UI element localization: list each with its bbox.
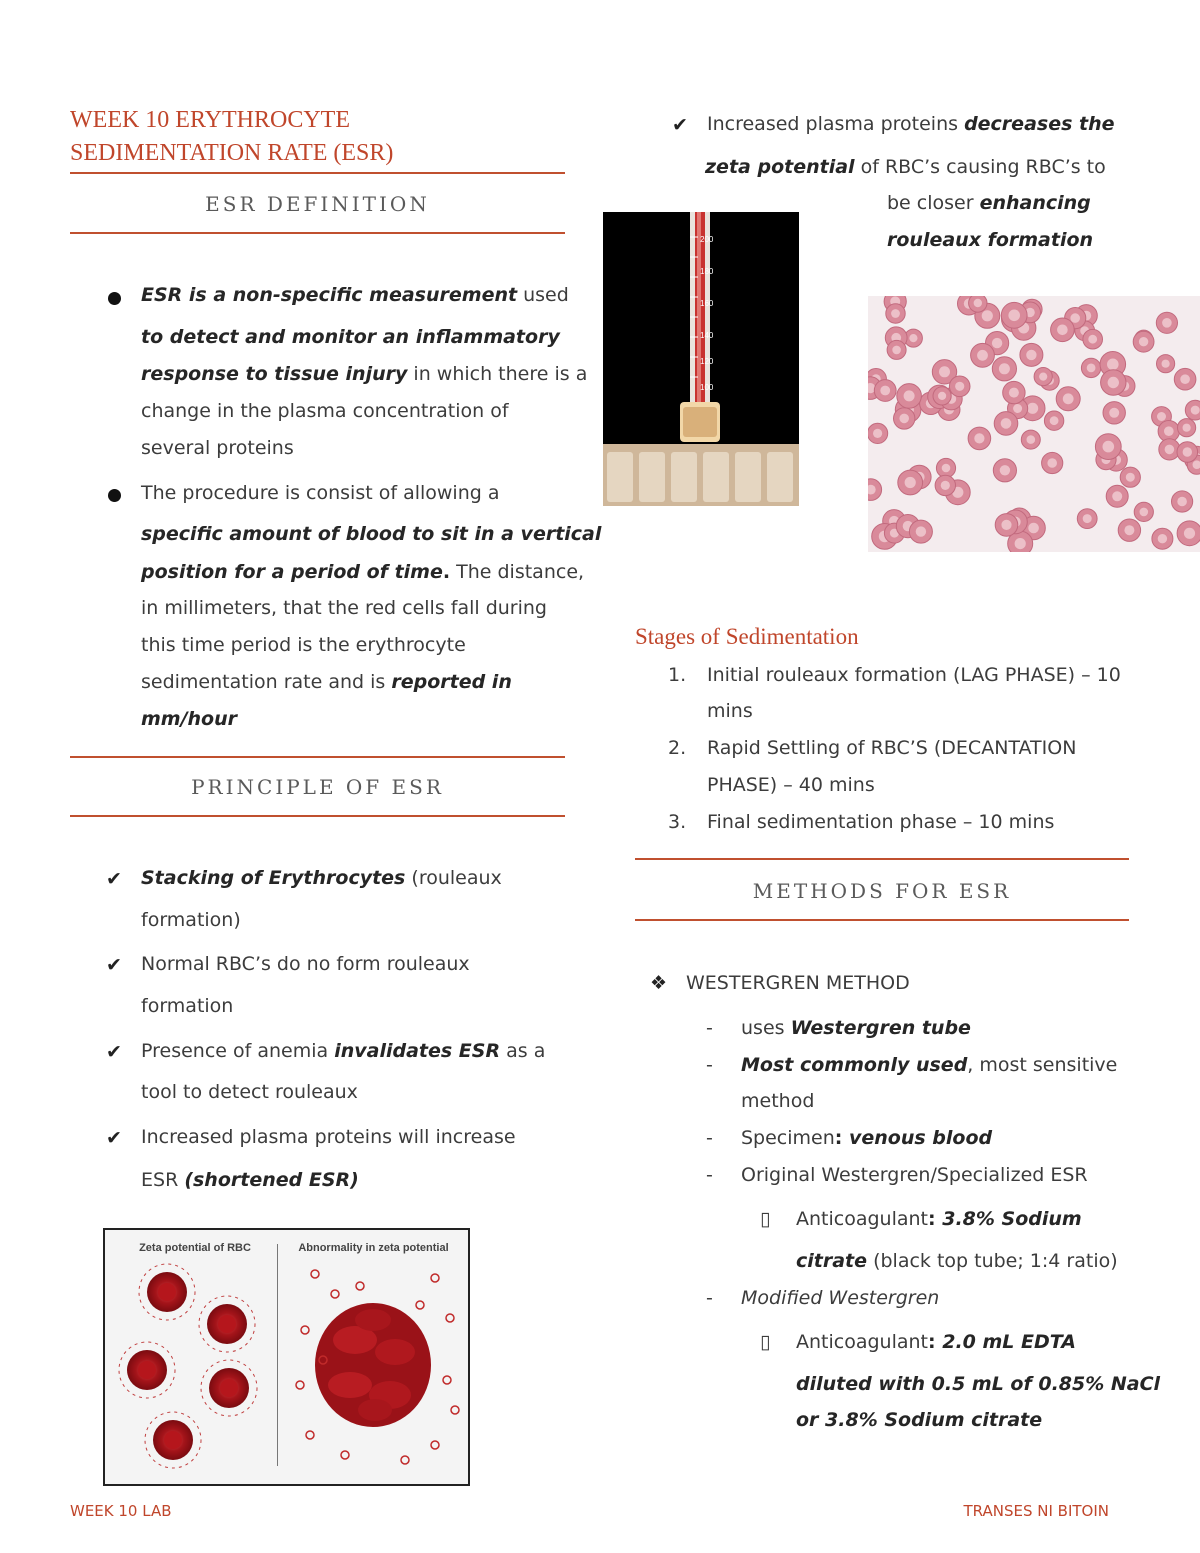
tube-scale-label: 120: [700, 357, 714, 366]
rbc-pallor: [1108, 377, 1119, 388]
method-detail: method: [741, 1090, 815, 1112]
rbc-pallor: [1124, 525, 1134, 535]
divider: [635, 858, 1129, 860]
zeta-potential-figure: [103, 1228, 470, 1486]
rbc-pallor: [1180, 374, 1190, 384]
rbc-pallor: [1070, 313, 1080, 323]
stage-number: 1.: [668, 664, 687, 686]
dash-bullet: -: [706, 1164, 713, 1186]
method-detail: Anticoagulant: 3.8% Sodium: [796, 1208, 1082, 1230]
zeta-left-label: Zeta potential of RBC: [139, 1242, 251, 1254]
rbc-pallor: [1158, 534, 1167, 543]
rbc-pallor: [974, 299, 982, 307]
tube-illustration: [603, 212, 799, 506]
definition-line: sedimentation rate and is reported in: [141, 671, 512, 693]
stage-line: Rapid Settling of RBC’S (DECANTATION: [707, 737, 1077, 759]
zeta-text-line: zeta potential of RBC’s causing RBC’s to: [705, 156, 1106, 178]
page-title-line2: SEDIMENTATION RATE (ESR): [70, 140, 394, 166]
rbc-pallor: [1001, 418, 1012, 429]
aggregated-rbc-group: [315, 1303, 431, 1427]
method-detail: Most commonly used, most sensitive: [741, 1054, 1118, 1076]
definition-line: specific amount of blood to sit in a vertical: [141, 523, 602, 545]
rbc-pallor: [904, 390, 915, 401]
rbc-pallor: [1063, 393, 1074, 404]
bullet-dot: [108, 489, 121, 502]
page-title-line1: WEEK 10 ERYTHROCYTE: [70, 107, 350, 133]
rbc-pallor: [892, 346, 901, 355]
rbc-pallor: [1162, 360, 1170, 368]
principle-line: ESR (shortened ESR): [141, 1169, 359, 1191]
tube-scale-label: 180: [700, 267, 714, 276]
rbc-pallor: [1140, 508, 1149, 517]
definition-line: The procedure is consist of allowing a: [141, 482, 500, 504]
smear-illustration: [868, 296, 1200, 552]
footer-left: WEEK 10 LAB: [70, 1502, 172, 1520]
method-detail: or 3.8% Sodium citrate: [796, 1409, 1043, 1431]
sub-bullet-icon: ▯: [760, 1208, 771, 1230]
divider: [70, 756, 565, 758]
rbc-pallor: [1087, 364, 1096, 373]
definition-line: this time period is the erythrocyte: [141, 634, 466, 656]
rbc-pallor: [909, 334, 917, 342]
check-icon: ✔: [106, 868, 122, 890]
definition-line: position for a period of time. The distance,: [141, 561, 585, 583]
rbc-pallor: [1107, 359, 1119, 371]
stage-line: PHASE) – 40 mins: [707, 774, 875, 796]
divider: [635, 919, 1129, 921]
rbc-pallor: [977, 350, 988, 361]
rbc-pallor: [1050, 416, 1059, 425]
divider: [70, 172, 565, 174]
rbc-pallor: [1009, 388, 1019, 398]
rbc-pallor: [982, 310, 993, 321]
stage-line: mins: [707, 700, 753, 722]
rbc-pallor: [974, 433, 984, 443]
rbc-pallor: [891, 309, 900, 318]
zeta-text-line: be closer enhancing: [887, 192, 1091, 214]
rbc-pallor: [1083, 514, 1092, 523]
rbc-pallor: [992, 338, 1002, 348]
rbc-pallor: [1000, 465, 1010, 475]
zeta-right-label: Abnormality in zeta potential: [298, 1242, 449, 1254]
principle-line: Normal RBC’s do no form rouleaux: [141, 953, 470, 975]
principle-line: Stacking of Erythrocytes (rouleaux: [141, 867, 502, 889]
zeta-text-line: Increased plasma proteins decreases the: [707, 113, 1115, 135]
rbc-pallor: [1057, 325, 1068, 336]
dash-bullet: -: [706, 1127, 713, 1149]
definition-line: change in the plasma concentration of: [141, 400, 509, 422]
definition-line: to detect and monitor an inflammatory: [141, 326, 560, 348]
stage-number: 2.: [668, 737, 687, 759]
principle-line: formation: [141, 995, 234, 1017]
zeta-illustration: [105, 1260, 468, 1482]
footer-right: TRANSES NI BITOIN: [963, 1502, 1109, 1520]
rbc-pallor: [1015, 538, 1026, 549]
rbc-pallor: [1109, 408, 1119, 418]
principle-line: formation): [141, 909, 241, 931]
stage-line: Final sedimentation phase – 10 mins: [707, 811, 1055, 833]
rbc-pallor: [939, 366, 950, 377]
normal-rbc-group: [119, 1264, 257, 1468]
rbc-pallor: [1183, 447, 1192, 456]
check-icon: ✔: [106, 1127, 122, 1149]
rbc-pallor: [1183, 424, 1191, 432]
method-detail: uses Westergren tube: [741, 1017, 971, 1039]
definition-line: response to tissue injury in which there is a: [141, 363, 588, 385]
method-detail: Specimen: venous blood: [741, 1127, 993, 1149]
rbc-pallor: [955, 382, 964, 391]
rbc-pallor: [1103, 441, 1115, 453]
rouleaux-smear-photo: [868, 296, 1200, 552]
bullet-dot: [108, 292, 121, 305]
rbc-pallor: [1191, 406, 1200, 415]
rbc-pallor: [1047, 458, 1057, 468]
rbc-pallor: [1026, 350, 1036, 360]
rbc-pallor: [1027, 435, 1036, 444]
dash-bullet: -: [706, 1017, 713, 1039]
rbc-pallor: [1013, 404, 1022, 413]
divider: [70, 815, 565, 817]
westergren-tube-photo: [603, 212, 799, 506]
tube-scale-label: 100: [700, 383, 714, 392]
rbc-pallor: [1157, 412, 1166, 421]
check-icon: ✔: [672, 114, 688, 136]
definition-line: mm/hour: [141, 708, 238, 730]
principle-line: tool to detect rouleaux: [141, 1081, 358, 1103]
definition-line: in millimeters, that the red cells fall during: [141, 597, 547, 619]
rbc-pallor: [880, 386, 890, 396]
stage-line: Initial rouleaux formation (LAG PHASE) – 10: [707, 664, 1121, 686]
rbc-pallor: [1184, 528, 1195, 539]
rbc-pallor: [1162, 318, 1172, 328]
definition-line: ESR is a non-specific measurement used: [141, 284, 569, 306]
sub-bullet-icon: ▯: [760, 1331, 771, 1353]
rbc-pallor: [1039, 373, 1047, 381]
method-detail: Original Westergren/Specialized ESR: [741, 1164, 1088, 1186]
principle-line: Presence of anemia invalidates ESR as a: [141, 1040, 546, 1062]
section-heading-principle: PRINCIPLE OF ESR: [191, 775, 444, 799]
rbc-pallor: [1164, 426, 1174, 436]
rbc-pallor: [916, 526, 926, 536]
rbc-pallor: [905, 477, 916, 488]
rbc-pallor: [1112, 491, 1122, 501]
tube-scale-label: 160: [700, 299, 714, 308]
zeta-text-line: rouleaux formation: [887, 229, 1094, 251]
check-icon: ✔: [106, 1041, 122, 1063]
rbc-pallor: [899, 414, 909, 424]
stage-number: 3.: [668, 811, 687, 833]
rbc-pallor: [1126, 473, 1135, 482]
tube-scale-label: 200: [700, 235, 714, 244]
rbc-pallor: [1177, 497, 1187, 507]
divider: [70, 232, 565, 234]
method-detail: Anticoagulant: 2.0 mL EDTA: [796, 1331, 1076, 1353]
rbc-pallor: [873, 429, 882, 438]
stages-heading: Stages of Sedimentation: [635, 624, 859, 649]
rbc-pallor: [1139, 337, 1148, 346]
rbc-pallor: [1088, 335, 1097, 344]
page-title: [70, 104, 393, 170]
definition-line: several proteins: [141, 437, 294, 459]
rbc-pallor: [1001, 520, 1011, 530]
rbc-pallor: [1027, 403, 1038, 414]
rbc-pallor: [941, 481, 950, 490]
rbc-pallor: [1008, 310, 1020, 322]
method-detail: citrate (black top tube; 1:4 ratio): [796, 1250, 1118, 1272]
tube-scale-label: 140: [700, 331, 714, 340]
dash-bullet: -: [706, 1054, 713, 1076]
section-heading-methods: METHODS FOR ESR: [752, 879, 1012, 903]
rbc-pallor: [942, 464, 951, 473]
check-icon: ✔: [106, 954, 122, 976]
principle-line: Increased plasma proteins will increase: [141, 1126, 516, 1148]
method-detail: Modified Westergren: [741, 1287, 940, 1309]
rbc-pallor: [1165, 445, 1175, 455]
rbc-pallor: [999, 363, 1010, 374]
rbc-pallor: [938, 392, 946, 400]
section-heading-esr-definition: ESR DEFINITION: [205, 192, 430, 216]
diamond-bullet-icon: ❖: [650, 972, 668, 994]
method-name: WESTERGREN METHOD: [686, 972, 910, 994]
rbc-pallor: [1028, 523, 1039, 534]
dash-bullet: -: [706, 1287, 713, 1309]
method-detail: diluted with 0.5 mL of 0.85% NaCl: [796, 1373, 1161, 1395]
